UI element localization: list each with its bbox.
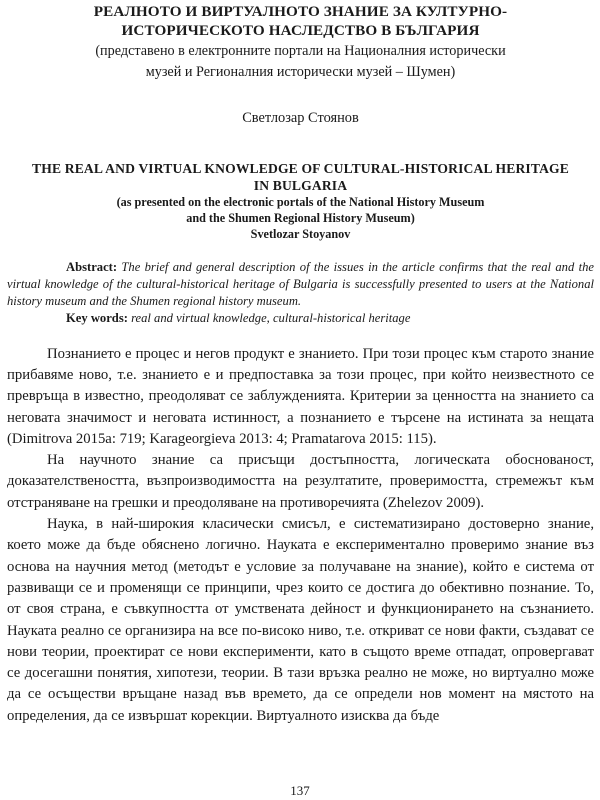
page-title-english-line-2: IN BULGARIA bbox=[253, 177, 348, 193]
page-title-bulgarian-line-2: ИСТОРИЧЕСКОТО НАСЛЕДСТВО В БЪЛГАРИЯ bbox=[121, 22, 480, 40]
page-subtitle-bulgarian-line-1: (представено в електронните портали на Националния исторически bbox=[95, 43, 506, 60]
page-subtitle-bulgarian bbox=[7, 41, 594, 83]
page-title-bulgarian-line-1: РЕАЛНОТО И ВИРТУАЛНОТО ЗНАНИЕ ЗА КУЛТУРНО- bbox=[93, 3, 508, 20]
abstract-paragraph bbox=[7, 259, 594, 311]
page-subtitle-bulgarian-line-2: музей и Регионалния исторически музей – Шумен) bbox=[145, 64, 456, 81]
body-text bbox=[7, 344, 594, 727]
page-number: 137 bbox=[290, 783, 310, 798]
author-name-english: Svetlozar Stoyanov bbox=[250, 226, 351, 241]
body-paragraph: На научното знание са присъщи достъпността, логическата обоснованост, доказателствеността, възпроизводимостта на резултатите, проверимостта, стремежът към отстраняване на грешки и преодоляване на противоречията (Zhelezov 2009). bbox=[7, 452, 594, 511]
body-paragraph: Познанието е процес и негов продукт е знанието. При този процес към старото знание прибавяме ново, т.е. знанието е и предпоставка за този процес, при който неизвестното се превръща в известно, преодоляват се заблужденията. Критерии за ценността на знанието са неговата значимост и неговата истинност, а познанието е търсене на истината за нещата (Dimitrova 2015а: 719; Karageorgieva 2013: 4; Pramatarova 2015: 115). bbox=[7, 345, 594, 447]
page-subtitle-english-line-1: (as presented on the electronic portals of the National History Museum bbox=[116, 195, 485, 210]
page-title-bulgarian bbox=[7, 2, 594, 40]
keywords-label: Key words: bbox=[66, 311, 128, 326]
keywords-text: real and virtual knowledge, cultural-historical heritage bbox=[131, 311, 411, 326]
abstract-text: The brief and general description of the issues in the article confirms that the real and the virtual knowledge of the cultural-historical heritage of Bulgaria is successfully presented to users at the National history museum and the Shumen regional history museum. bbox=[7, 259, 594, 309]
author-name-bulgarian: Светлозар Стоянов bbox=[242, 110, 359, 127]
page-subtitle-english-line-2: and the Shumen Regional History Museum) bbox=[186, 211, 415, 226]
keywords-paragraph bbox=[7, 310, 594, 327]
body-paragraph: Наука, в най-широкия класически смисъл, е систематизирано достоверно знание, което може да бъде обяснено логично. Науката е експериментално проверимо знание въз основа на научния метод (методът е условие за получаване на знание), който е система от развиващи се и променящи се принципи, чрез които се достига до обективно познание. То, от своя страна, е съвкупността от умствената дейност и функционирането на съзнанието. Науката реално се организира на все по-високо ниво, т.е. откриват се нови факти, създават се нови теории, проектират се нови експерименти, като в същото време отпадат, опровергават се досегашни понятия, хипотези, теории. В тази връзка реално не може, но виртуално може да се осъществи връщане назад във времето, да се определи нов момент на мястото на определения, да се извършат корекции. Виртуалното изисква да бъде bbox=[7, 516, 594, 724]
abstract-label: Abstract: bbox=[66, 259, 118, 274]
page-title-english-line-1: THE REAL AND VIRTUAL KNOWLEDGE OF CULTURAL-HISTORICAL HERITAGE bbox=[32, 161, 569, 177]
